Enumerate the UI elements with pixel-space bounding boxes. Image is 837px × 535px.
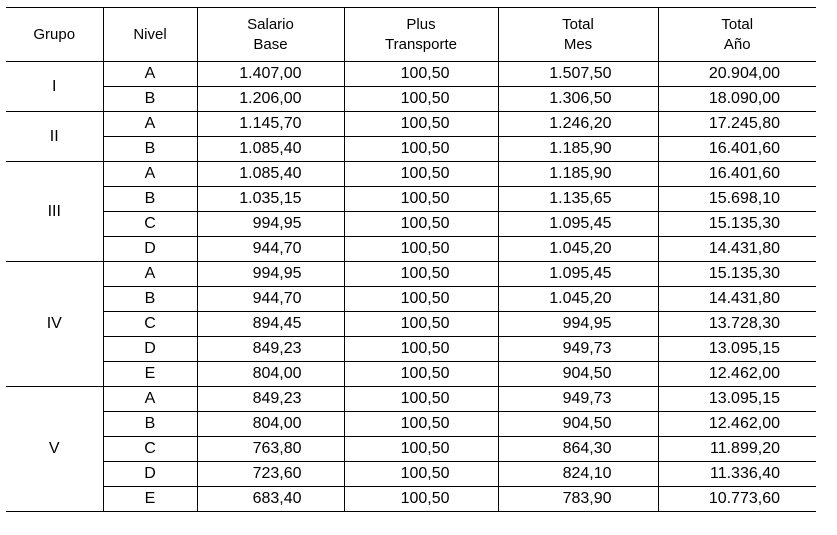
cell-nivel: A <box>103 112 197 137</box>
cell-total-mes: 1.095,45 <box>498 212 658 237</box>
cell-salario-base: 994,95 <box>197 262 344 287</box>
cell-total-mes: 1.045,20 <box>498 287 658 312</box>
header-plus-transporte <box>344 8 498 62</box>
cell-plus-transporte: 100,50 <box>344 437 498 462</box>
table-row <box>6 62 816 87</box>
cell-nivel: D <box>103 337 197 362</box>
header-salario-base <box>197 8 344 62</box>
table-row <box>6 87 816 112</box>
cell-grupo: III <box>6 162 103 262</box>
cell-salario-base: 804,00 <box>197 362 344 387</box>
cell-total-mes: 1.246,20 <box>498 112 658 137</box>
table-row <box>6 487 816 512</box>
table-header <box>6 8 816 62</box>
cell-total-mes: 1.507,50 <box>498 62 658 87</box>
cell-nivel: B <box>103 187 197 212</box>
cell-total-mes: 783,90 <box>498 487 658 512</box>
cell-total-anio: 20.904,00 <box>708 65 780 82</box>
cell-salario-base: 763,80 <box>197 437 344 462</box>
cell-plus-transporte: 100,50 <box>344 137 498 162</box>
cell-salario-base: 1.085,40 <box>197 137 344 162</box>
table-row <box>6 312 816 337</box>
cell-total-mes: 824,10 <box>498 462 658 487</box>
cell-plus-transporte: 100,50 <box>344 362 498 387</box>
cell-salario-base: 894,45 <box>197 312 344 337</box>
header-anio-line1: Total <box>721 15 754 33</box>
table-row <box>6 237 816 262</box>
cell-grupo: IV <box>6 262 103 387</box>
cell-nivel: D <box>103 237 197 262</box>
cell-total-mes: 904,50 <box>498 412 658 437</box>
cell-salario-base: 849,23 <box>197 337 344 362</box>
cell-total-anio: 14.431,80 <box>708 240 780 257</box>
cell-grupo: II <box>6 112 103 162</box>
header-total-anio <box>658 8 816 62</box>
cell-total-mes: 949,73 <box>498 387 658 412</box>
cell-nivel: B <box>103 137 197 162</box>
table-row <box>6 112 816 137</box>
table-row <box>6 387 816 412</box>
cell-total-anio: 15.698,10 <box>708 190 780 207</box>
cell-total-anio: 12.462,00 <box>708 415 780 432</box>
cell-nivel: E <box>103 487 197 512</box>
cell-total-anio: 17.245,80 <box>708 115 780 132</box>
cell-total-anio: 11.336,40 <box>710 465 780 482</box>
cell-total-mes: 1.185,90 <box>498 162 658 187</box>
cell-grupo: I <box>6 62 103 112</box>
cell-total-mes: 994,95 <box>498 312 658 337</box>
cell-total-anio: 13.095,15 <box>708 390 780 407</box>
cell-plus-transporte: 100,50 <box>344 287 498 312</box>
salary-table <box>6 7 816 512</box>
cell-total-anio: 11.899,20 <box>710 440 780 457</box>
cell-plus-transporte: 100,50 <box>344 62 498 87</box>
cell-nivel: B <box>103 412 197 437</box>
cell-nivel: C <box>103 312 197 337</box>
cell-plus-transporte: 100,50 <box>344 112 498 137</box>
header-row <box>6 8 816 62</box>
cell-plus-transporte: 100,50 <box>344 487 498 512</box>
cell-total-anio: 13.728,30 <box>708 315 780 332</box>
cell-grupo: V <box>6 387 103 512</box>
header-plus-line1: Plus <box>406 15 436 33</box>
table-row <box>6 412 816 437</box>
cell-plus-transporte: 100,50 <box>344 237 498 262</box>
cell-plus-transporte: 100,50 <box>344 212 498 237</box>
cell-total-mes: 1.045,20 <box>498 237 658 262</box>
cell-salario-base: 1.035,15 <box>197 187 344 212</box>
cell-salario-base: 1.206,00 <box>197 87 344 112</box>
cell-total-anio: 15.135,30 <box>708 215 780 232</box>
cell-total-anio: 16.401,60 <box>708 140 780 157</box>
table-row <box>6 162 816 187</box>
cell-salario-base: 683,40 <box>197 487 344 512</box>
cell-total-mes: 1.135,65 <box>498 187 658 212</box>
table-row <box>6 187 816 212</box>
cell-plus-transporte: 100,50 <box>344 262 498 287</box>
cell-plus-transporte: 100,50 <box>344 162 498 187</box>
cell-nivel: C <box>103 212 197 237</box>
cell-nivel: B <box>103 287 197 312</box>
table-row <box>6 287 816 312</box>
cell-total-mes: 1.306,50 <box>498 87 658 112</box>
cell-nivel: A <box>103 62 197 87</box>
cell-nivel: B <box>103 87 197 112</box>
cell-salario-base: 804,00 <box>197 412 344 437</box>
header-mes-line1: Total <box>562 15 594 33</box>
cell-salario-base: 1.145,70 <box>197 112 344 137</box>
table-body <box>6 62 816 512</box>
cell-total-mes: 1.095,45 <box>498 262 658 287</box>
cell-plus-transporte: 100,50 <box>344 312 498 337</box>
cell-total-mes: 1.185,90 <box>498 137 658 162</box>
cell-salario-base: 723,60 <box>197 462 344 487</box>
table-row <box>6 437 816 462</box>
header-nivel: Nivel <box>103 8 197 62</box>
cell-plus-transporte: 100,50 <box>344 187 498 212</box>
cell-total-anio: 12.462,00 <box>708 365 780 382</box>
header-anio-line2: Año <box>723 35 751 53</box>
cell-nivel: A <box>103 162 197 187</box>
cell-salario-base: 994,95 <box>197 212 344 237</box>
table-row <box>6 137 816 162</box>
cell-nivel: A <box>103 262 197 287</box>
table-row <box>6 362 816 387</box>
cell-total-anio: 13.095,15 <box>708 340 780 357</box>
cell-salario-base: 944,70 <box>197 287 344 312</box>
cell-total-anio: 14.431,80 <box>708 290 780 307</box>
cell-plus-transporte: 100,50 <box>344 387 498 412</box>
cell-total-anio: 16.401,60 <box>708 165 780 182</box>
table-row <box>6 212 816 237</box>
cell-nivel: D <box>103 462 197 487</box>
header-salario-line1: Salario <box>247 15 294 33</box>
cell-total-anio: 10.773,60 <box>708 490 780 507</box>
cell-salario-base: 1.407,00 <box>197 62 344 87</box>
cell-total-anio: 18.090,00 <box>708 90 780 107</box>
table-row <box>6 337 816 362</box>
cell-salario-base: 849,23 <box>197 387 344 412</box>
cell-salario-base: 944,70 <box>197 237 344 262</box>
header-salario-line2: Base <box>253 35 288 53</box>
cell-plus-transporte: 100,50 <box>344 462 498 487</box>
cell-plus-transporte: 100,50 <box>344 87 498 112</box>
header-total-mes <box>498 8 658 62</box>
table-row <box>6 262 816 287</box>
cell-nivel: C <box>103 437 197 462</box>
cell-total-anio: 15.135,30 <box>708 265 780 282</box>
table-row <box>6 462 816 487</box>
header-mes-line2: Mes <box>563 35 593 53</box>
cell-total-mes: 949,73 <box>498 337 658 362</box>
cell-plus-transporte: 100,50 <box>344 337 498 362</box>
header-plus-line2: Transporte <box>385 35 457 53</box>
cell-total-mes: 904,50 <box>498 362 658 387</box>
cell-total-mes: 864,30 <box>498 437 658 462</box>
cell-plus-transporte: 100,50 <box>344 412 498 437</box>
cell-nivel: E <box>103 362 197 387</box>
header-grupo: Grupo <box>6 8 103 62</box>
cell-nivel: A <box>103 387 197 412</box>
cell-salario-base: 1.085,40 <box>197 162 344 187</box>
